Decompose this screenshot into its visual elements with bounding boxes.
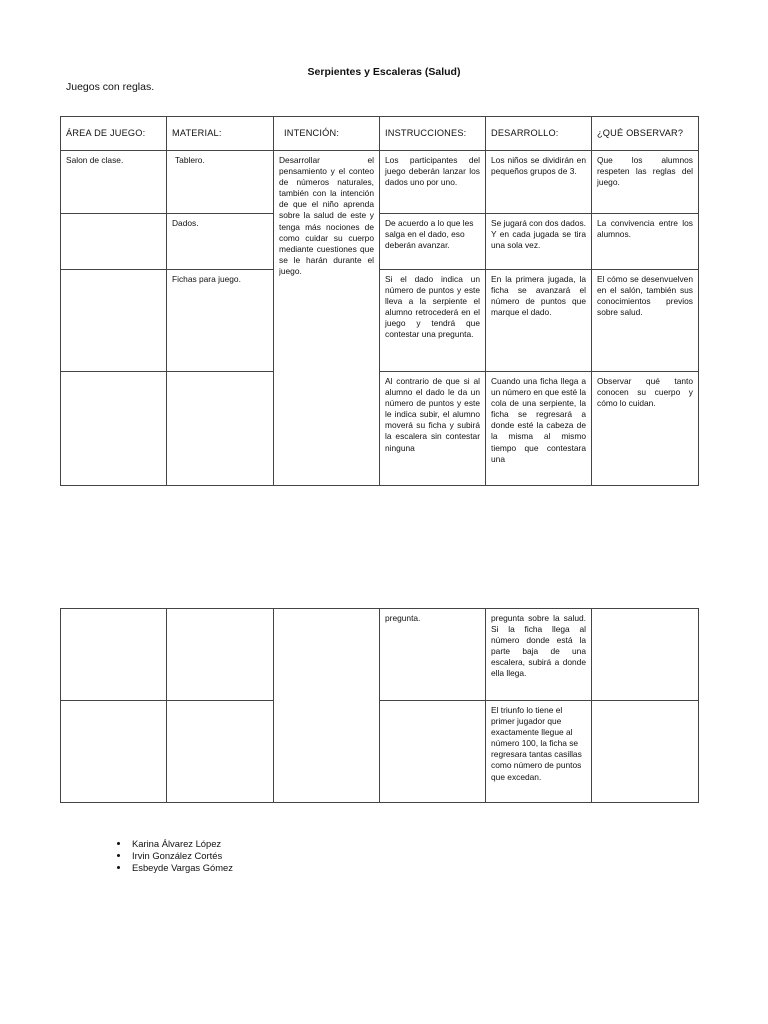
header-observe: ¿QUÉ OBSERVAR? (592, 117, 699, 151)
table-row (61, 151, 699, 214)
table-row (61, 372, 699, 486)
area-cell (61, 701, 167, 803)
material-cell: Dados. (167, 214, 274, 270)
author-item: • Karina Álvarez López (130, 838, 233, 850)
development-cell: En la primera jugada, la ficha se avanzará el número de puntos que marque el dado. (486, 270, 592, 372)
author-item: • Esbeyde Vargas Gómez (130, 862, 233, 874)
material-cell (167, 701, 274, 803)
instruction-cell: Los participantes del juego deberán lanzar los dados uno por uno. (380, 151, 486, 214)
observe-cell (592, 701, 699, 803)
table-row (61, 214, 699, 270)
development-cell (486, 372, 592, 486)
material-cell: Tablero. (167, 151, 274, 214)
document-subtitle: Juegos con reglas. (66, 81, 155, 93)
table-row (61, 270, 699, 372)
area-cell (61, 609, 167, 701)
header-area: ÁREA DE JUEGO: (61, 117, 167, 151)
material-cell (167, 609, 274, 701)
area-cell (61, 270, 167, 372)
observe-cell (592, 609, 699, 701)
intention-cell (274, 609, 380, 803)
observe-cell: Observar qué tanto conocen su cuerpo y cómo lo cuidan. (592, 372, 699, 486)
observe-cell: Que los alumnos respeten las reglas del juego. (592, 151, 699, 214)
intention-text: Desarrollar el pensamiento y el conteo de números naturales, también con la intención de que el niño aprenda sobre la salud de este y tenga más nociones de como cuidar su cuerpo mediante cuestiones que se le harán durante el juego. (279, 155, 374, 276)
table-row (61, 609, 699, 701)
material-cell: Fichas para juego. (167, 270, 274, 372)
author-list (100, 838, 233, 873)
header-row (61, 117, 699, 151)
development-text: Cuando una ficha llega a un número en que esté la cola de una serpiente, la ficha se regresará a donde esté la cabeza de la misma al mismo tiempo que contestara una (491, 376, 586, 464)
development-cell: El triunfo lo tiene el primer jugador que exactamente llegue al número 100, la ficha se regresara tantas casillas como número de puntos que excedan. (486, 701, 592, 803)
instruction-text: Al contrario de que si al alumno el dado le da un número de puntos y este le indica subir, el alumno moverá su ficha y subirá la escalera sin contestar ninguna (385, 376, 480, 453)
header-instructions: INSTRUCCIONES: (380, 117, 486, 151)
instruction-cell (380, 372, 486, 486)
instruction-cell: pregunta. (380, 609, 486, 701)
instruction-cell: Si el dado indica un número de puntos y este lleva a la serpiente el alumno retrocederá en el juego y tendrá que contestar una pregunta. (380, 270, 486, 372)
area-cell (61, 372, 167, 486)
author-item: • Irvin González Cortés (130, 850, 233, 862)
area-cell: Salon de clase. (61, 151, 167, 214)
table-row (61, 701, 699, 803)
development-cell: pregunta sobre la salud. Si la ficha llega al número donde está la parte baja de una escalera, subirá a donde ella llega. (486, 609, 592, 701)
instruction-cell (380, 701, 486, 803)
instruction-cell: De acuerdo a lo que les salga en el dado, eso deberán avanzar. (380, 214, 486, 270)
header-development: DESARROLLO: (486, 117, 592, 151)
material-cell (167, 372, 274, 486)
intention-cell (274, 151, 380, 486)
header-material: MATERIAL: (167, 117, 274, 151)
observe-cell: La convivencia entre los alumnos. (592, 214, 699, 270)
observe-cell: El cómo se desenvuelven en el salón, también sus conocimientos previos sobre salud. (592, 270, 699, 372)
document-title: Serpientes y Escaleras (Salud) (307, 66, 461, 78)
area-cell (61, 214, 167, 270)
header-intention: INTENCIÓN: (274, 117, 380, 151)
activity-table-continued (60, 608, 699, 803)
development-cell: Los niños se dividirán en pequeños grupos de 3. (486, 151, 592, 214)
development-cell: Se jugará con dos dados. Y en cada jugada se tira una sola vez. (486, 214, 592, 270)
activity-table (60, 116, 699, 486)
